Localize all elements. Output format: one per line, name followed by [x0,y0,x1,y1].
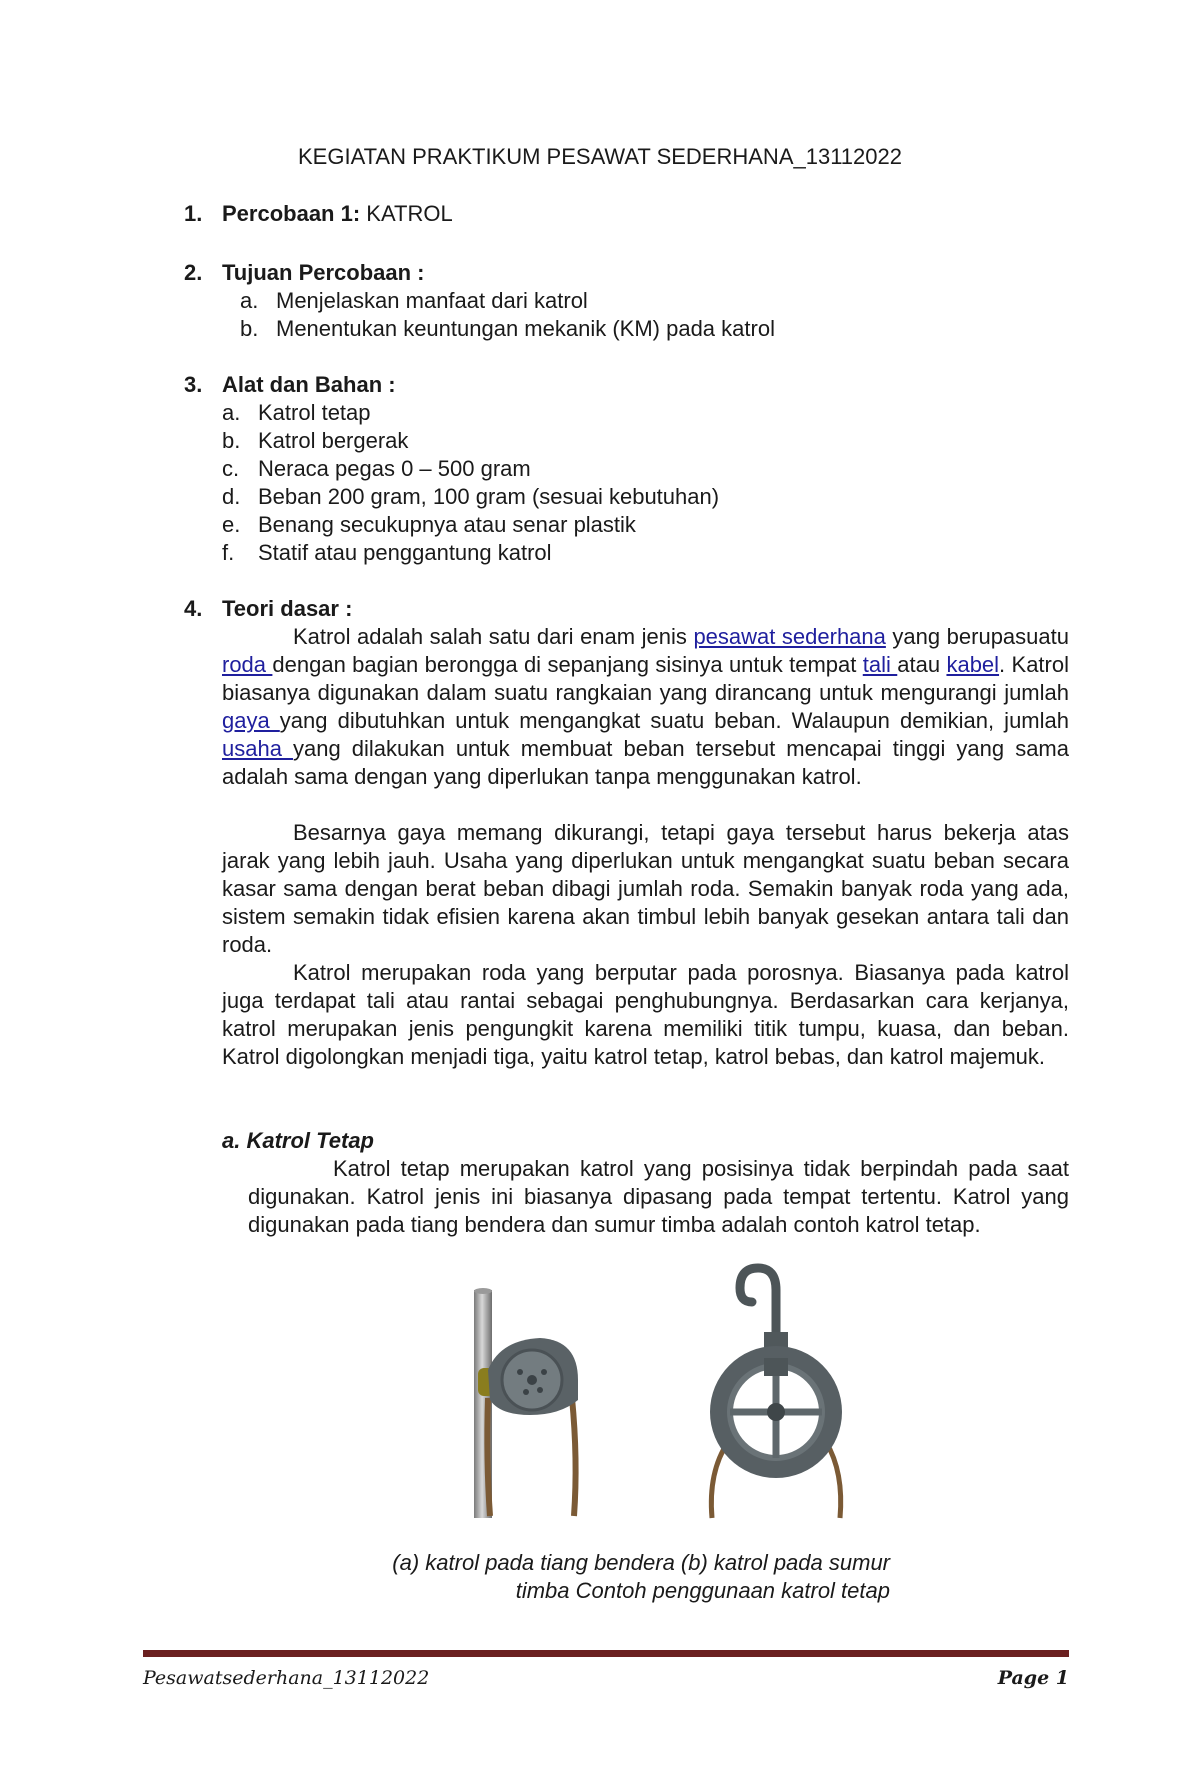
list-letter: d. [222,484,241,509]
figure-caption-line-1: (a) katrol pada tiang bendera (b) katrol pada sumur [392,1550,890,1575]
flagpole-pulley-illustration [460,1280,610,1520]
section-label: Percobaan 1: [222,201,361,226]
link-kabel[interactable]: kabel [946,652,1000,677]
link-usaha[interactable]: usaha [222,736,294,761]
section-label: Tujuan Percobaan : [222,260,425,285]
footer-rule [143,1650,1069,1657]
figure-caption-line-2: timba Contoh penggunaan katrol tetap [515,1578,890,1603]
list-item [222,483,719,511]
list-letter: e. [222,512,241,537]
list-item [222,399,371,427]
link-gaya[interactable]: gaya [222,708,280,733]
page-title: KEGIATAN PRAKTIKUM PESAWAT SEDERHANA_13112022 [298,144,902,169]
list-text: Beban 200 gram, 100 gram (sesuai kebutuhan) [258,484,720,509]
list-text: Neraca pegas 0 – 500 gram [258,456,531,481]
list-item [240,315,775,343]
list-letter: a. [222,400,241,425]
rope-right [572,1398,576,1516]
section-1-heading [184,200,453,228]
link-roda[interactable]: roda [222,652,273,677]
footer-page-number: Page 1 [997,1667,1069,1689]
section-label: Alat dan Bahan : [222,372,396,397]
list-text: Katrol bergerak [258,428,409,453]
katrol-tetap-paragraph: Katrol tetap merupakan katrol yang posisinya tidak berpindah pada saat digunakan. Katrol jenis ini biasanya dipasang pada tempat tertentu. Katrol yang digunakan pada tiang bendera dan sumur timba adalah contoh katrol tetap. [248,1156,1069,1237]
subsection-heading: a. Katrol Tetap [222,1128,374,1153]
section-value: KATROL [360,201,453,226]
link-pesawat-sederhana[interactable]: pesawat sederhana [693,624,886,649]
section-number: 3. [184,372,203,397]
list-item [222,511,636,539]
theory-paragraph-2: Besarnya gaya memang dikurangi, tetapi gaya tersebut harus bekerja atas jarak yang lebih jauh. Usaha yang diperlukan untuk mengangkat suatu beban secara kasar sama dengan berat beban dibagi jumlah roda. Semakin banyak roda yang ada, sistem semakin tidak efisien karena akan timbul lebih banyak gesekan antara tali dan roda. [222,820,1069,957]
theory-paragraph-1: Katrol adalah salah satu dari enam jenis pesawat sederhana yang berupasuatu roda dengan bagian berongga di sepanjang sisinya untuk tempat tali atau kabel. Katrol biasanya digunakan dalam suatu rangkaian yang dirancang untuk mengurangi jumlah gaya yang dibutuhkan untuk mengangkat suatu beban. Walaupun demikian, jumlah usaha yang dilakukan untuk membuat beban tersebut mencapai tinggi yang sama adalah sama dengan yang diperlukan tanpa menggunakan katrol. [222,624,1069,789]
rope-right [826,1442,841,1518]
theory-paragraph-3: Katrol merupakan roda yang berputar pada porosnya. Biasanya pada katrol juga terdapat tali atau rantai sebagai penghubungnya. Berdasarkan cara kerjanya, katrol merupakan jenis pengungkit karena memiliki titik tumpu, kuasa, dan beban. Katrol digolongkan menjadi tiga, yaitu katrol tetap, katrol bebas, dan katrol majemuk. [222,960,1069,1069]
list-text: Menentukan keuntungan mekanik (KM) pada katrol [276,316,775,341]
hook-shape [740,1268,776,1336]
list-item [222,455,531,483]
section-number: 4. [184,596,203,621]
list-letter: f. [222,540,235,565]
list-item [222,539,552,567]
list-item [240,287,588,315]
list-text: Katrol tetap [258,400,371,425]
link-tali[interactable]: tali [862,652,898,677]
list-item [222,427,408,455]
well-pulley-illustration [688,1262,868,1520]
list-letter: c. [222,456,240,481]
section-label: Teori dasar : [222,596,353,621]
list-text: Menjelaskan manfaat dari katrol [276,288,588,313]
rope-left [487,1398,490,1516]
section-number: 2. [184,260,203,285]
footer-left: Pesawatsederhana_13112022 [143,1667,430,1689]
list-letter: b. [222,428,241,453]
list-letter: a. [240,288,259,313]
list-text: Benang secukupnya atau senar plastik [258,512,636,537]
section-3-heading [184,371,396,399]
list-text: Statif atau penggantung katrol [258,540,552,565]
section-4-heading [184,595,352,623]
section-number: 1. [184,201,203,226]
list-letter: b. [240,316,259,341]
section-2-heading [184,259,425,287]
